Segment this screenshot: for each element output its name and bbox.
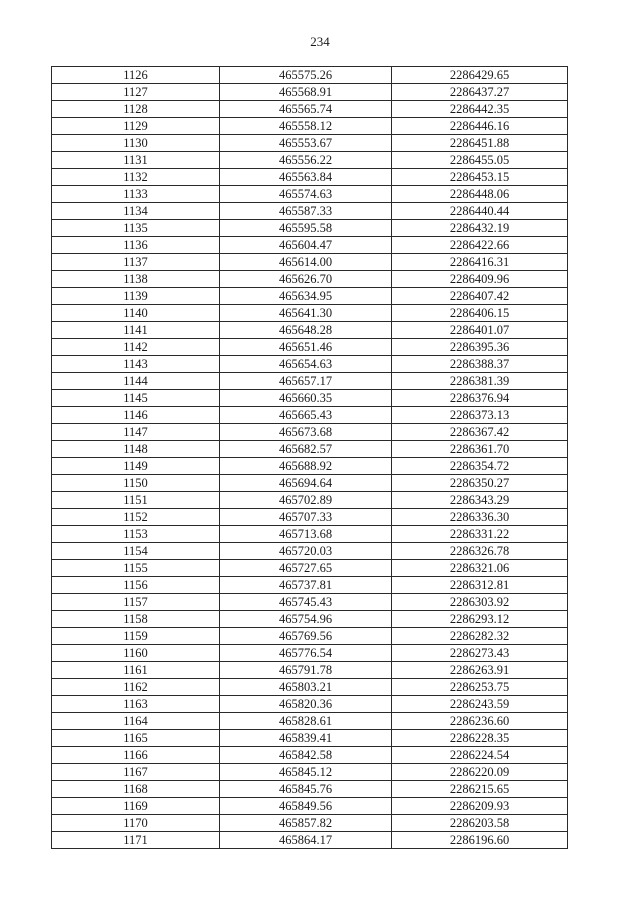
point-number-cell: 1159 xyxy=(52,628,220,645)
point-number-cell: 1136 xyxy=(52,237,220,254)
point-number-cell: 1166 xyxy=(52,747,220,764)
x-coordinate-cell: 465769.56 xyxy=(220,628,392,645)
table-row xyxy=(52,288,568,305)
point-number-cell: 1129 xyxy=(52,118,220,135)
y-coordinate-cell: 2286448.06 xyxy=(392,186,568,203)
point-number-cell: 1145 xyxy=(52,390,220,407)
x-coordinate-cell: 465845.76 xyxy=(220,781,392,798)
y-coordinate-cell: 2286376.94 xyxy=(392,390,568,407)
table-row xyxy=(52,169,568,186)
x-coordinate-cell: 465828.61 xyxy=(220,713,392,730)
point-number-cell: 1144 xyxy=(52,373,220,390)
x-coordinate-cell: 465754.96 xyxy=(220,611,392,628)
x-coordinate-cell: 465791.78 xyxy=(220,662,392,679)
y-coordinate-cell: 2286440.44 xyxy=(392,203,568,220)
point-number-cell: 1162 xyxy=(52,679,220,696)
table-row xyxy=(52,254,568,271)
table-row xyxy=(52,135,568,152)
point-number-cell: 1150 xyxy=(52,475,220,492)
x-coordinate-cell: 465626.70 xyxy=(220,271,392,288)
table-row xyxy=(52,373,568,390)
y-coordinate-cell: 2286321.06 xyxy=(392,560,568,577)
point-number-cell: 1168 xyxy=(52,781,220,798)
table-row xyxy=(52,271,568,288)
y-coordinate-cell: 2286343.29 xyxy=(392,492,568,509)
y-coordinate-cell: 2286263.91 xyxy=(392,662,568,679)
y-coordinate-cell: 2286429.65 xyxy=(392,67,568,84)
table-row xyxy=(52,441,568,458)
x-coordinate-cell: 465553.67 xyxy=(220,135,392,152)
x-coordinate-cell: 465682.57 xyxy=(220,441,392,458)
table-row xyxy=(52,305,568,322)
y-coordinate-cell: 2286453.15 xyxy=(392,169,568,186)
point-number-cell: 1140 xyxy=(52,305,220,322)
y-coordinate-cell: 2286373.13 xyxy=(392,407,568,424)
table-row xyxy=(52,628,568,645)
x-coordinate-cell: 465587.33 xyxy=(220,203,392,220)
x-coordinate-cell: 465707.33 xyxy=(220,509,392,526)
y-coordinate-cell: 2286437.27 xyxy=(392,84,568,101)
y-coordinate-cell: 2286416.31 xyxy=(392,254,568,271)
y-coordinate-cell: 2286220.09 xyxy=(392,764,568,781)
x-coordinate-cell: 465648.28 xyxy=(220,322,392,339)
point-number-cell: 1143 xyxy=(52,356,220,373)
point-number-cell: 1153 xyxy=(52,526,220,543)
y-coordinate-cell: 2286407.42 xyxy=(392,288,568,305)
y-coordinate-cell: 2286282.32 xyxy=(392,628,568,645)
x-coordinate-cell: 465694.64 xyxy=(220,475,392,492)
table-row xyxy=(52,203,568,220)
x-coordinate-cell: 465803.21 xyxy=(220,679,392,696)
x-coordinate-cell: 465673.68 xyxy=(220,424,392,441)
x-coordinate-cell: 465660.35 xyxy=(220,390,392,407)
y-coordinate-cell: 2286446.16 xyxy=(392,118,568,135)
x-coordinate-cell: 465558.12 xyxy=(220,118,392,135)
table-row xyxy=(52,67,568,84)
table-row xyxy=(52,594,568,611)
point-number-cell: 1142 xyxy=(52,339,220,356)
point-number-cell: 1138 xyxy=(52,271,220,288)
y-coordinate-cell: 2286331.22 xyxy=(392,526,568,543)
x-coordinate-cell: 465563.84 xyxy=(220,169,392,186)
y-coordinate-cell: 2286401.07 xyxy=(392,322,568,339)
y-coordinate-cell: 2286381.39 xyxy=(392,373,568,390)
y-coordinate-cell: 2286326.78 xyxy=(392,543,568,560)
table-row xyxy=(52,662,568,679)
table-row xyxy=(52,424,568,441)
x-coordinate-cell: 465595.58 xyxy=(220,220,392,237)
x-coordinate-cell: 465849.56 xyxy=(220,798,392,815)
point-number-cell: 1141 xyxy=(52,322,220,339)
table-row xyxy=(52,713,568,730)
table-row xyxy=(52,611,568,628)
y-coordinate-cell: 2286243.59 xyxy=(392,696,568,713)
x-coordinate-cell: 465654.63 xyxy=(220,356,392,373)
table-row xyxy=(52,84,568,101)
point-number-cell: 1164 xyxy=(52,713,220,730)
table-row xyxy=(52,781,568,798)
point-number-cell: 1131 xyxy=(52,152,220,169)
point-number-cell: 1154 xyxy=(52,543,220,560)
coordinates-table-body xyxy=(52,67,568,849)
x-coordinate-cell: 465575.26 xyxy=(220,67,392,84)
point-number-cell: 1128 xyxy=(52,101,220,118)
y-coordinate-cell: 2286312.81 xyxy=(392,577,568,594)
table-row xyxy=(52,764,568,781)
y-coordinate-cell: 2286451.88 xyxy=(392,135,568,152)
x-coordinate-cell: 465745.43 xyxy=(220,594,392,611)
y-coordinate-cell: 2286367.42 xyxy=(392,424,568,441)
x-coordinate-cell: 465604.47 xyxy=(220,237,392,254)
x-coordinate-cell: 465842.58 xyxy=(220,747,392,764)
table-row xyxy=(52,220,568,237)
y-coordinate-cell: 2286253.75 xyxy=(392,679,568,696)
table-row xyxy=(52,101,568,118)
point-number-cell: 1126 xyxy=(52,67,220,84)
y-coordinate-cell: 2286228.35 xyxy=(392,730,568,747)
x-coordinate-cell: 465568.91 xyxy=(220,84,392,101)
table-row xyxy=(52,118,568,135)
point-number-cell: 1163 xyxy=(52,696,220,713)
point-number-cell: 1155 xyxy=(52,560,220,577)
x-coordinate-cell: 465651.46 xyxy=(220,339,392,356)
y-coordinate-cell: 2286293.12 xyxy=(392,611,568,628)
point-number-cell: 1170 xyxy=(52,815,220,832)
point-number-cell: 1137 xyxy=(52,254,220,271)
table-row xyxy=(52,407,568,424)
point-number-cell: 1132 xyxy=(52,169,220,186)
point-number-cell: 1157 xyxy=(52,594,220,611)
table-row xyxy=(52,237,568,254)
point-number-cell: 1149 xyxy=(52,458,220,475)
table-row xyxy=(52,832,568,849)
coordinates-table xyxy=(51,66,568,849)
x-coordinate-cell: 465614.00 xyxy=(220,254,392,271)
table-row xyxy=(52,526,568,543)
x-coordinate-cell: 465720.03 xyxy=(220,543,392,560)
point-number-cell: 1167 xyxy=(52,764,220,781)
table-row xyxy=(52,492,568,509)
table-row xyxy=(52,798,568,815)
table-row xyxy=(52,390,568,407)
point-number-cell: 1171 xyxy=(52,832,220,849)
point-number-cell: 1139 xyxy=(52,288,220,305)
table-row xyxy=(52,186,568,203)
x-coordinate-cell: 465857.82 xyxy=(220,815,392,832)
y-coordinate-cell: 2286455.05 xyxy=(392,152,568,169)
table-row xyxy=(52,696,568,713)
point-number-cell: 1169 xyxy=(52,798,220,815)
x-coordinate-cell: 465657.17 xyxy=(220,373,392,390)
point-number-cell: 1133 xyxy=(52,186,220,203)
x-coordinate-cell: 465641.30 xyxy=(220,305,392,322)
x-coordinate-cell: 465634.95 xyxy=(220,288,392,305)
point-number-cell: 1152 xyxy=(52,509,220,526)
x-coordinate-cell: 465574.63 xyxy=(220,186,392,203)
x-coordinate-cell: 465665.43 xyxy=(220,407,392,424)
y-coordinate-cell: 2286422.66 xyxy=(392,237,568,254)
x-coordinate-cell: 465688.92 xyxy=(220,458,392,475)
y-coordinate-cell: 2286409.96 xyxy=(392,271,568,288)
point-number-cell: 1165 xyxy=(52,730,220,747)
x-coordinate-cell: 465556.22 xyxy=(220,152,392,169)
table-row xyxy=(52,815,568,832)
point-number-cell: 1135 xyxy=(52,220,220,237)
point-number-cell: 1147 xyxy=(52,424,220,441)
x-coordinate-cell: 465845.12 xyxy=(220,764,392,781)
table-row xyxy=(52,560,568,577)
point-number-cell: 1161 xyxy=(52,662,220,679)
y-coordinate-cell: 2286196.60 xyxy=(392,832,568,849)
page-number: 234 xyxy=(310,34,330,49)
table-row xyxy=(52,356,568,373)
y-coordinate-cell: 2286203.58 xyxy=(392,815,568,832)
point-number-cell: 1158 xyxy=(52,611,220,628)
y-coordinate-cell: 2286395.36 xyxy=(392,339,568,356)
y-coordinate-cell: 2286361.70 xyxy=(392,441,568,458)
point-number-cell: 1134 xyxy=(52,203,220,220)
y-coordinate-cell: 2286236.60 xyxy=(392,713,568,730)
x-coordinate-cell: 465565.74 xyxy=(220,101,392,118)
x-coordinate-cell: 465839.41 xyxy=(220,730,392,747)
table-row xyxy=(52,475,568,492)
y-coordinate-cell: 2286350.27 xyxy=(392,475,568,492)
table-row xyxy=(52,747,568,764)
x-coordinate-cell: 465864.17 xyxy=(220,832,392,849)
point-number-cell: 1130 xyxy=(52,135,220,152)
point-number-cell: 1156 xyxy=(52,577,220,594)
y-coordinate-cell: 2286273.43 xyxy=(392,645,568,662)
y-coordinate-cell: 2286406.15 xyxy=(392,305,568,322)
x-coordinate-cell: 465820.36 xyxy=(220,696,392,713)
y-coordinate-cell: 2286388.37 xyxy=(392,356,568,373)
table-row xyxy=(52,645,568,662)
point-number-cell: 1146 xyxy=(52,407,220,424)
y-coordinate-cell: 2286354.72 xyxy=(392,458,568,475)
y-coordinate-cell: 2286442.35 xyxy=(392,101,568,118)
table-row xyxy=(52,339,568,356)
x-coordinate-cell: 465737.81 xyxy=(220,577,392,594)
x-coordinate-cell: 465776.54 xyxy=(220,645,392,662)
x-coordinate-cell: 465713.68 xyxy=(220,526,392,543)
point-number-cell: 1151 xyxy=(52,492,220,509)
table-row xyxy=(52,543,568,560)
table-row xyxy=(52,730,568,747)
y-coordinate-cell: 2286336.30 xyxy=(392,509,568,526)
y-coordinate-cell: 2286209.93 xyxy=(392,798,568,815)
y-coordinate-cell: 2286303.92 xyxy=(392,594,568,611)
table-row xyxy=(52,577,568,594)
point-number-cell: 1160 xyxy=(52,645,220,662)
table-row xyxy=(52,322,568,339)
x-coordinate-cell: 465727.65 xyxy=(220,560,392,577)
y-coordinate-cell: 2286215.65 xyxy=(392,781,568,798)
point-number-cell: 1127 xyxy=(52,84,220,101)
table-row xyxy=(52,509,568,526)
table-row xyxy=(52,458,568,475)
y-coordinate-cell: 2286224.54 xyxy=(392,747,568,764)
y-coordinate-cell: 2286432.19 xyxy=(392,220,568,237)
x-coordinate-cell: 465702.89 xyxy=(220,492,392,509)
table-row xyxy=(52,679,568,696)
point-number-cell: 1148 xyxy=(52,441,220,458)
table-row xyxy=(52,152,568,169)
